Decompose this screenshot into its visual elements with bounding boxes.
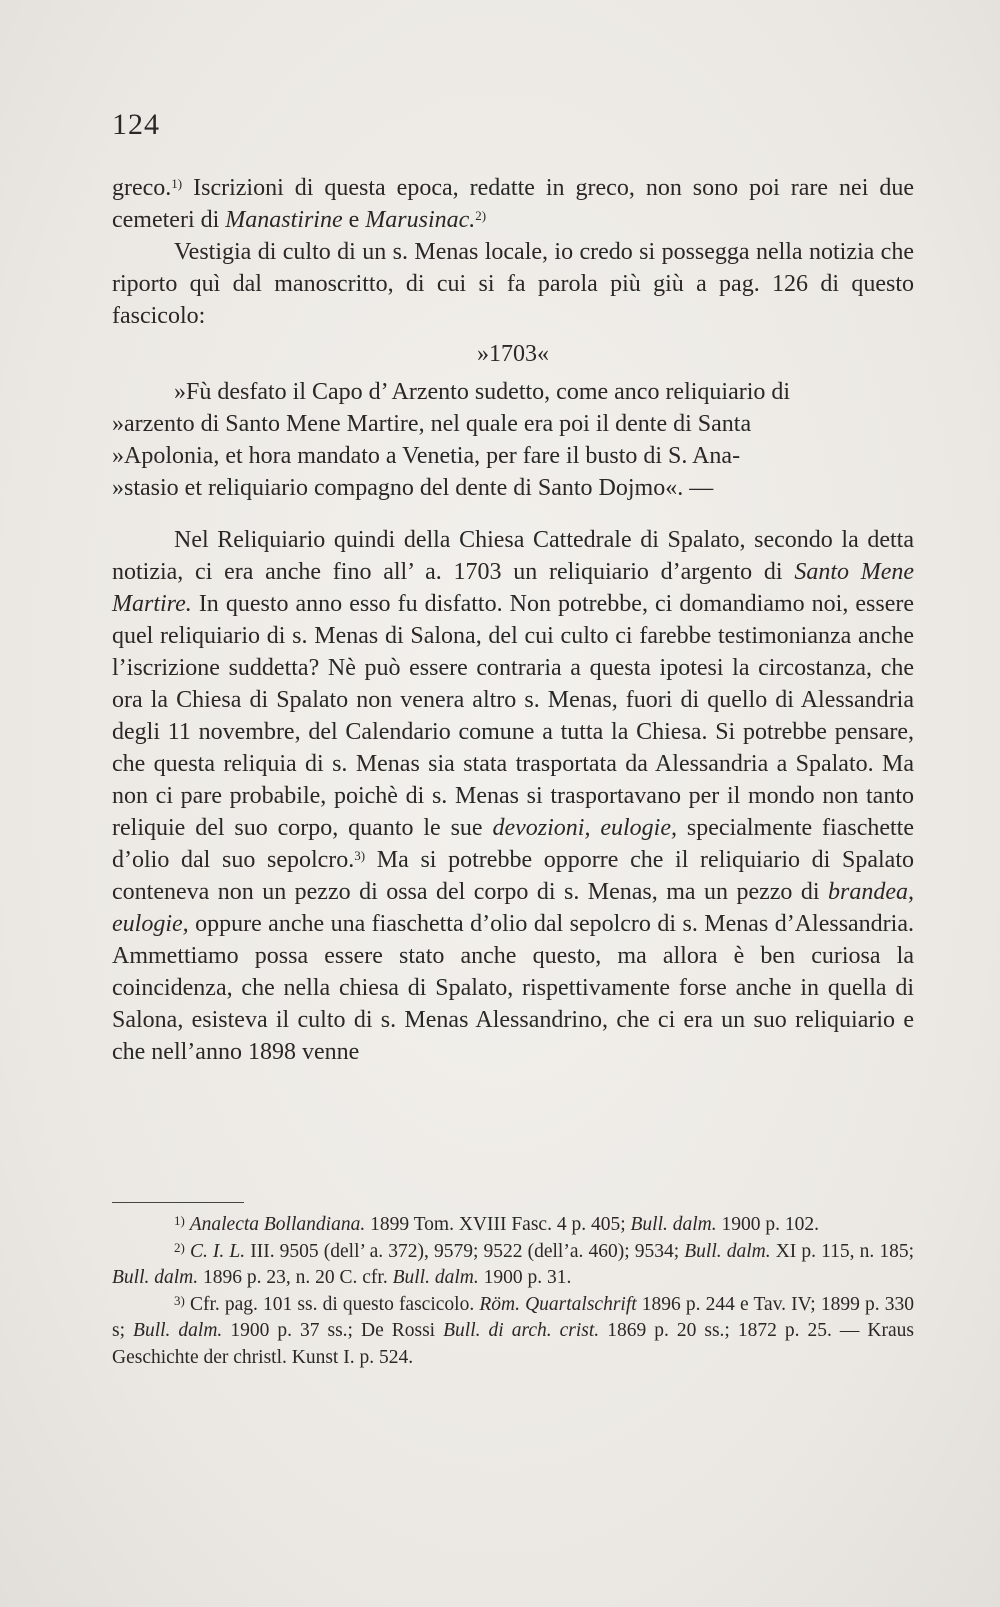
text-run: 1900 p. 102. <box>716 1214 820 1235</box>
footnote-3 <box>112 1292 914 1372</box>
text-run: 1900 p. 37 ss.; De Rossi <box>222 1320 444 1341</box>
italic-run: Bull. di arch. crist. <box>443 1320 600 1341</box>
italic-run: C. I. L. <box>189 1240 246 1262</box>
italic-run: Röm. Quartalschrift <box>479 1293 637 1315</box>
text-run: 1899 Tom. XVIII Fasc. 4 p. 405; <box>365 1214 631 1235</box>
italic-run: brandea, eulogie, <box>112 879 914 937</box>
text-run: III. 9505 (dell’ a. 372), 9579; 9522 (dell’a. 460); 9534; <box>245 1240 685 1262</box>
text-run: XI p. 115, n. 185; <box>770 1240 914 1262</box>
quote-line-4: »stasio et reliquiario compagno del dente di Santo Dojmo«. — <box>112 475 714 501</box>
text-run: 1896 p. 244 e Tav. IV; 1899 p. 330 s; <box>112 1293 914 1341</box>
text-run: 1869 p. 20 ss.; 1872 p. 25. — Kraus Geschichte der christl. Kunst I. p. 524. <box>112 1320 915 1368</box>
text-run: In questo anno esso fu disfatto. Non potrebbe, ci domandiamo noi, essere quel reliquiario di s. Menas di Salona, del cui culto ci farebbe testimonianza anche l’iscrizione suddetta? Nè può essere contraria a questa ipotesi la circostanza, che ora la Chiesa di Spalato non venera altro s. Menas, fuori di quello di Alessandria degli 11 novembre, del Calendario comune a tutta la Chiesa. Si potrebbe pensare, che questa reliquia di s. Menas sia stata trasportata da Alessandria a Spalato. Ma non ci pare probabile, poichè di s. Menas si trasportavano per il mondo non tanto reliquie del suo corpo, quanto le sue <box>112 591 914 841</box>
text-run: Nel Reliquiario quindi della Chiesa Cattedrale di Spalato, secondo la detta notizia, ci era anche fino all’ a. 1703 un reliquiario d’argento di <box>112 527 914 585</box>
italic-run: Santo Mene Martire. <box>112 559 915 617</box>
section-gap <box>112 504 914 524</box>
footnote-mark: 3) <box>174 1292 185 1308</box>
footnote-mark: 1) <box>174 1213 185 1228</box>
text-run: Ma si potrebbe opporre che il reliquiario di Spalato conteneva non un pezzo di ossa del corpo di s. Menas, ma un pezzo di <box>112 847 914 905</box>
footnote-2 <box>112 1239 914 1292</box>
main-text <box>112 172 914 1068</box>
italic-run: Bull. dalm. <box>630 1214 717 1235</box>
text-run: e <box>342 207 366 233</box>
quote-line-2: »arzento di Santo Mene Martire, nel quale era poi il dente di Santa <box>112 411 752 437</box>
footnotes <box>112 1212 914 1371</box>
italic-run: Manastirine <box>225 207 343 233</box>
paragraph-1 <box>112 172 914 236</box>
italic-run: Marusinac. <box>365 207 476 233</box>
italic-run: Bull. dalm. <box>133 1320 223 1341</box>
text-run: 1896 p. 23, n. 20 C. cfr. <box>198 1267 393 1288</box>
text-run: 1900 p. 31. <box>478 1267 572 1288</box>
quote-line-1: »Fù desfato il Capo d’ Arzento sudetto, come anco reliquiario di <box>174 379 791 405</box>
italic-run: Analecta Bollandiana. <box>189 1214 366 1235</box>
text-run: Iscrizioni di questa epoca, redatte in greco, non sono poi rare nei due cemeteri di <box>112 175 914 233</box>
footnote-divider <box>112 1202 244 1203</box>
footnote-ref-3: 3) <box>354 848 366 863</box>
footnote-mark: 2) <box>174 1239 185 1255</box>
paragraph-3 <box>112 524 914 1068</box>
footnote-ref-1: 1) <box>171 176 183 191</box>
italic-run: Bull. dalm. <box>684 1240 771 1262</box>
text-run: oppure anche una fiaschetta d’olio dal sepolcro di s. Menas d’Alessandria. Ammettiamo possa essere stato anche questo, ma allora è ben curiosa la coincidenza, che nella chiesa di Spalato, rispettivamente forse anche in quella di Salona, esisteva il culto di s. Menas Alessandrino, che ci era un suo reliquiario e che nell’anno 1898 venne <box>112 911 914 1065</box>
quote-line-3: »Apolonia, et hora mandato a Venetia, per fare il busto di S. Ana- <box>112 443 741 469</box>
page-number: 124 <box>112 108 160 141</box>
italic-run: Bull. dalm. <box>112 1267 199 1288</box>
quote-year: »1703« <box>477 341 549 367</box>
paragraph-2: Vestigia di culto di un s. Menas locale, io credo si possegga nella notizia che riporto quì dal manoscritto, di cui si fa parola più giù a pag. 126 di questo fascicolo: <box>112 239 914 329</box>
text-run: greco. <box>112 175 172 201</box>
text-run: specialmente fiaschette d’olio dal suo sepolcro. <box>112 815 914 873</box>
italic-run: devozioni, eulogie, <box>492 815 677 841</box>
italic-run: Bull. dalm. <box>392 1267 479 1288</box>
footnote-1 <box>112 1212 914 1239</box>
footnote-ref-2: 2) <box>475 208 487 223</box>
text-run: Cfr. pag. 101 ss. di questo fascicolo. <box>184 1293 480 1315</box>
